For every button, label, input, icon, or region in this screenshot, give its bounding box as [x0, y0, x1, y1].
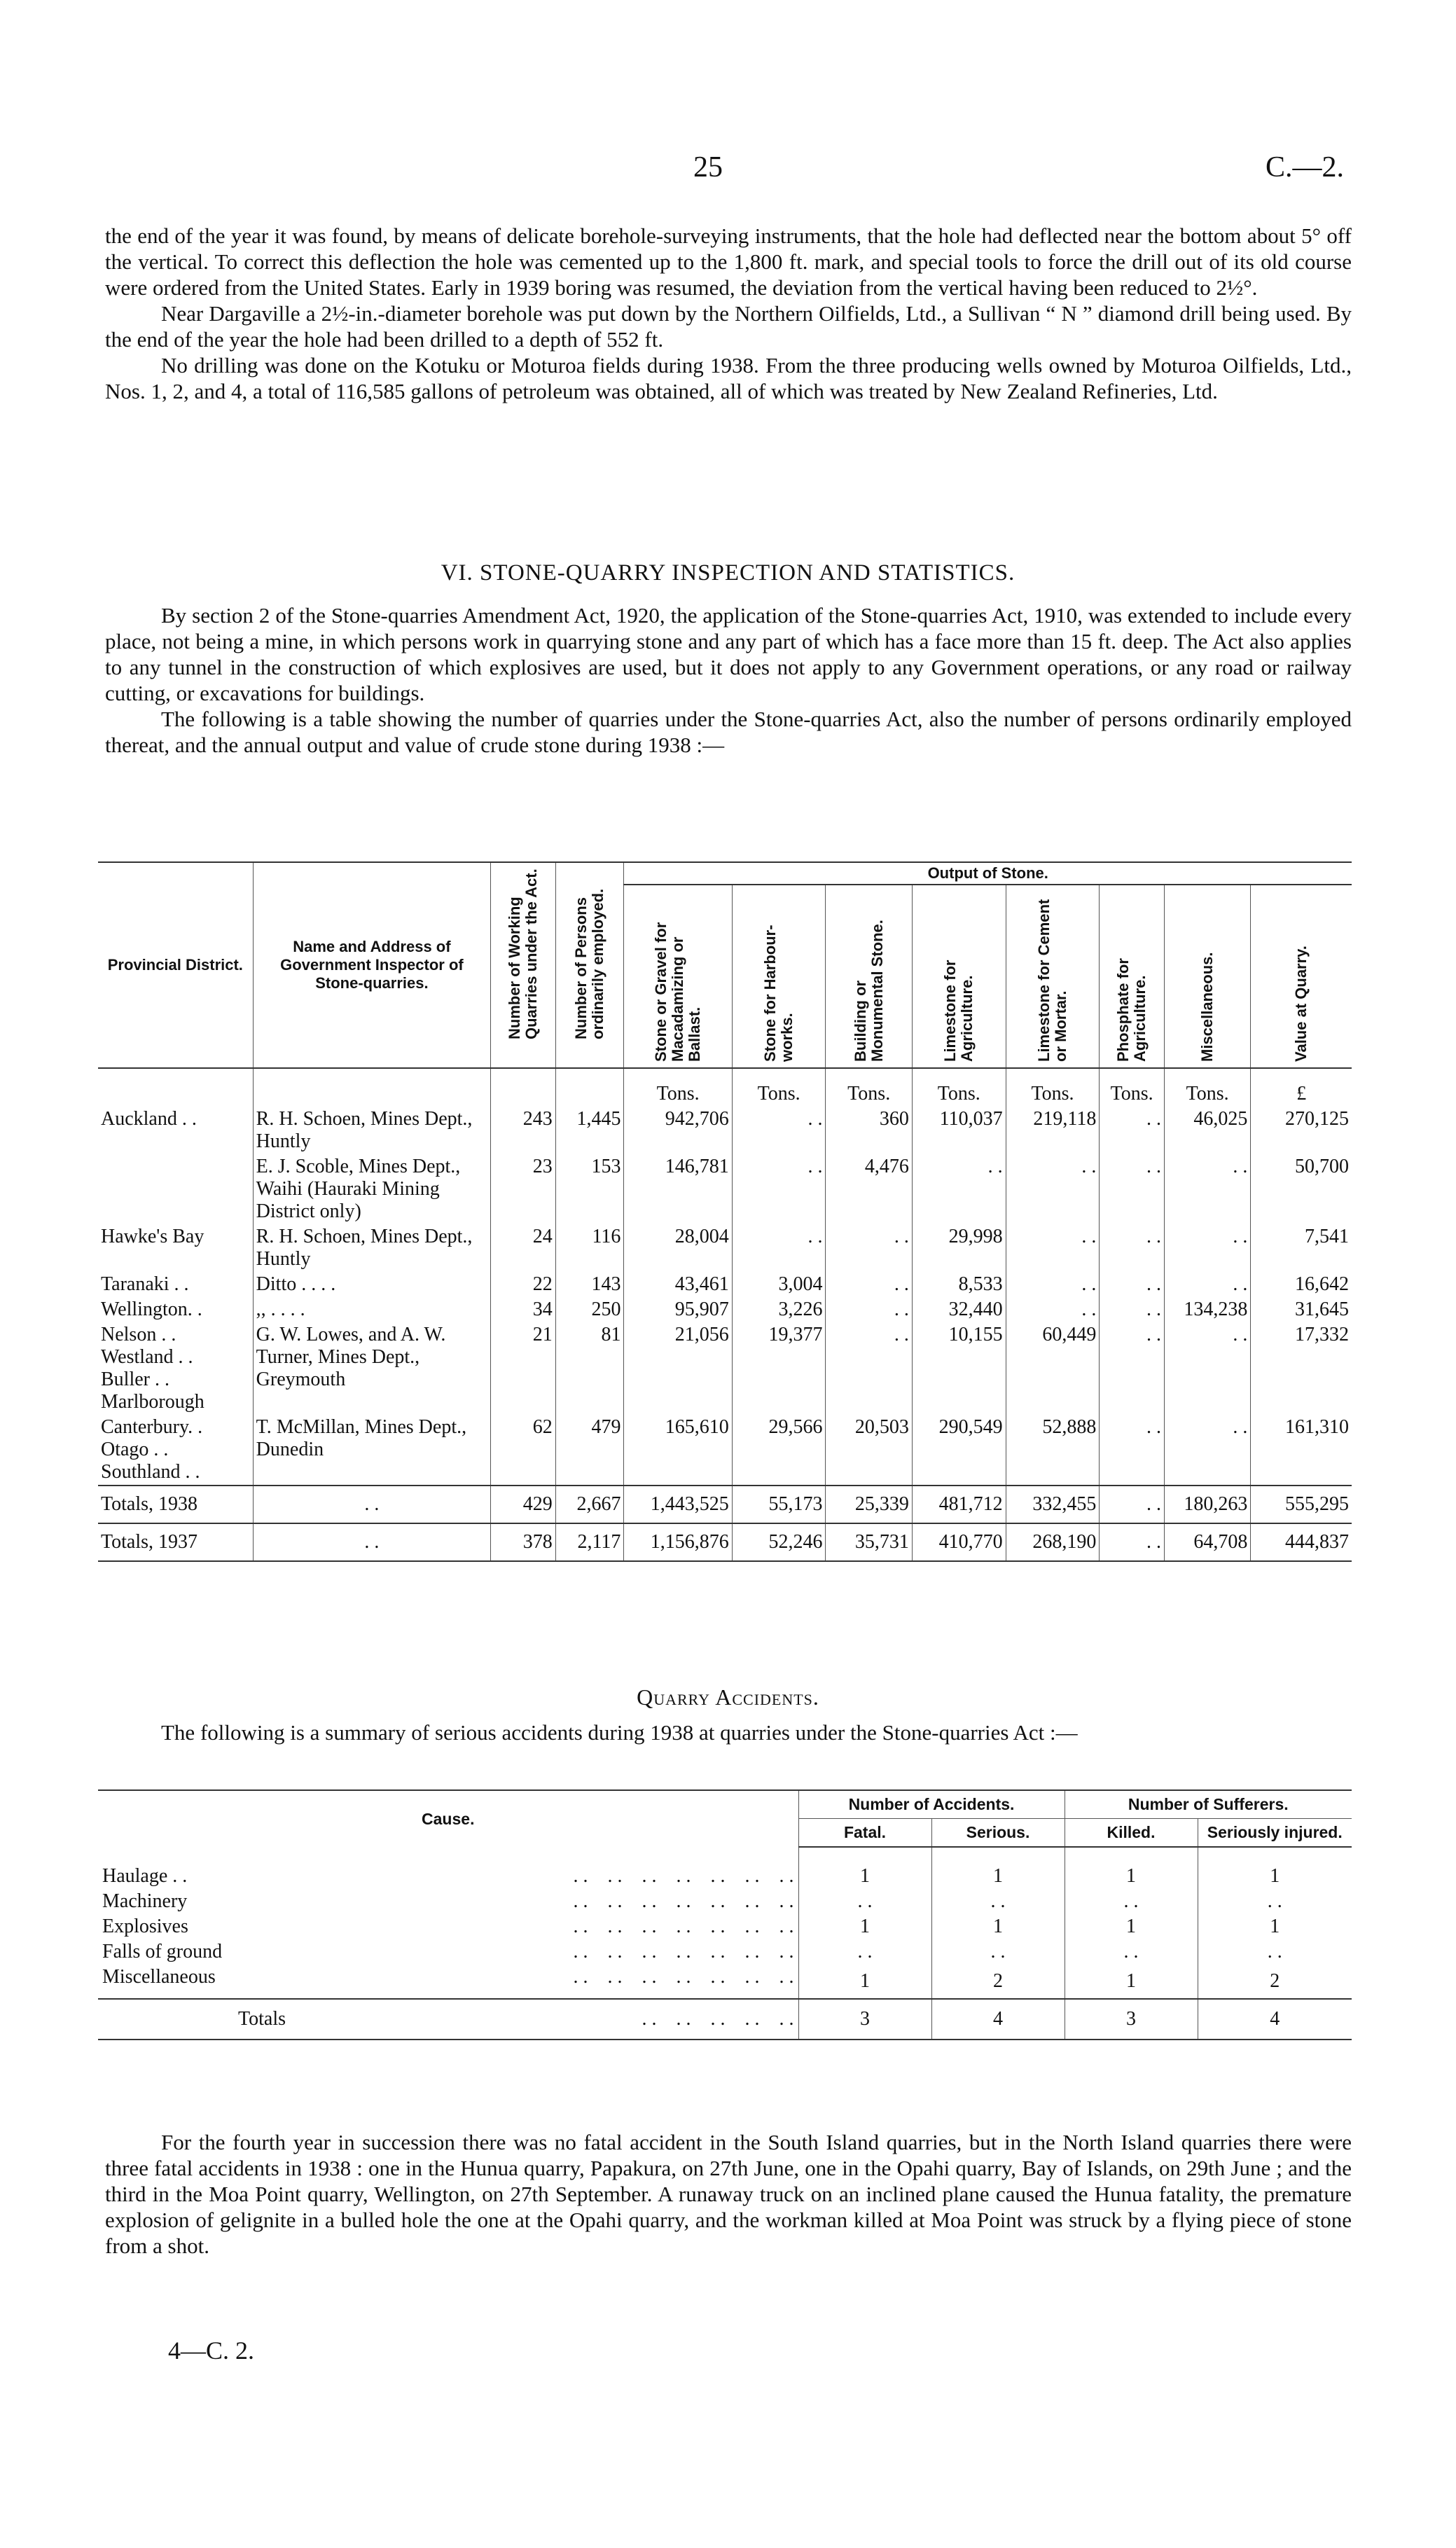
persons-cell: 2,117: [555, 1523, 624, 1561]
lime-agri-cell: 410,770: [912, 1523, 1006, 1561]
value-cell: 31,645: [1251, 1297, 1352, 1322]
lime-agri-cell: 8,533: [912, 1272, 1006, 1297]
misc-cell: . .: [1164, 1272, 1250, 1297]
header-limestone-agriculture: Limestone for Agriculture.: [912, 885, 1006, 1068]
misc-cell: 64,708: [1164, 1523, 1250, 1561]
lime-agri-cell: 29,998: [912, 1224, 1006, 1272]
value-cell: 50,700: [1251, 1154, 1352, 1224]
lime-cement-cell: 332,455: [1006, 1486, 1100, 1523]
header-killed: Killed.: [1065, 1819, 1198, 1848]
misc-cell: 46,025: [1164, 1107, 1250, 1154]
lime-agri-cell: 10,155: [912, 1322, 1006, 1415]
phosphate-cell: . .: [1100, 1224, 1165, 1272]
header-seriously-injured: Seriously injured.: [1198, 1819, 1352, 1848]
misc-cell: . .: [1164, 1322, 1250, 1415]
harbour-cell: 3,004: [732, 1272, 826, 1297]
misc-cell: . .: [1164, 1224, 1250, 1272]
header-value: Value at Quarry.: [1251, 885, 1352, 1068]
harbour-cell: 52,246: [732, 1523, 826, 1561]
stone-cell: 165,610: [624, 1415, 732, 1486]
building-cell: 35,731: [826, 1523, 912, 1561]
page-number: 25: [693, 151, 723, 184]
building-cell: . .: [826, 1297, 912, 1322]
harbour-cell: . .: [732, 1154, 826, 1224]
paragraph: No drilling was done on the Kotuku or Moturoa fields during 1938. From the three producing wells owned by Moturoa Oilfields, Ltd., Nos. 1, 2, and 4, a total of 116,585 gallons of petroleum was obtained, all of which was treated by New Zealand Refineries, Ltd.: [105, 353, 1352, 403]
header-serious: Serious.: [931, 1819, 1065, 1848]
header-cause: Cause.: [98, 1790, 798, 1847]
header-district: Provincial District.: [98, 862, 253, 1068]
quarries-cell: 62: [491, 1415, 556, 1486]
phosphate-cell: . .: [1100, 1523, 1165, 1561]
table-row: [98, 1914, 1352, 1939]
document-reference: C.—2.: [1265, 151, 1344, 184]
fatal-cell: . .: [798, 1939, 931, 1965]
phosphate-cell: . .: [1100, 1297, 1165, 1322]
serious-cell: 1: [931, 1864, 1065, 1889]
header-limestone-cement: Limestone for Cement or Mortar.: [1006, 885, 1100, 1068]
totals-dots: . .: [253, 1523, 490, 1561]
persons-cell: 1,445: [555, 1107, 624, 1154]
section-title: VI. STONE-QUARRY INSPECTION AND STATISTICS.: [441, 560, 1015, 586]
paragraph: For the fourth year in succession there was no fatal accident in the South Island quarries, but in the North Island quarries there were three fatal accidents in 1938 : one in the Hunua quarry, Papakura, on 27th June, one in the Opahi quarry, Bay of Islands, on 29th June ; and the third in the Moa Point quarry, Wellington, on 27th September. A runaway truck on an inclined plane caused the Hunua fatality, the premature explosion of gelignite in a bulled hole the one at the Opahi quarry, and the workman killed at Moa Point was struck by a flying piece of stone from a shot.: [105, 2130, 1352, 2258]
quarry-statistics-table: [98, 861, 1352, 1562]
harbour-cell: 29,566: [732, 1415, 826, 1486]
header-accidents: Number of Accidents.: [798, 1790, 1065, 1819]
district-cell: Hawke's Bay: [101, 1226, 204, 1247]
fatal-cell: 3: [798, 1999, 931, 2040]
district-cell: Auckland . .: [101, 1108, 197, 1130]
inspector-cell: G. W. Lowes, and A. W. Turner, Mines Dept., Greymouth: [253, 1322, 490, 1415]
totals-dots: . .: [253, 1486, 490, 1523]
killed-cell: 1: [1065, 1864, 1198, 1889]
stone-cell: 942,706: [624, 1107, 732, 1154]
header-harbour: Stone for Harbour-works.: [732, 885, 826, 1068]
killed-cell: 1: [1065, 1965, 1198, 1999]
paragraph: the end of the year it was found, by means of delicate borehole-surveying instruments, that the hole had deflected near the bottom about 5° off the vertical. To correct this deflection the hole was cemented up to the 1,800 ft. mark, and special tools to force the drill out of its old course were ordered from the United States. Early in 1939 boring was resumed, the deviation from the vertical having been reduced to 2½°.: [105, 223, 1352, 300]
inspector-cell: ,, . . . .: [253, 1297, 490, 1322]
lime-agri-cell: 290,549: [912, 1415, 1006, 1486]
inspector-cell: R. H. Schoen, Mines Dept., Huntly: [253, 1107, 490, 1154]
misc-cell: . .: [1164, 1415, 1250, 1486]
quarries-cell: 34: [491, 1297, 556, 1322]
lime-agri-cell: 481,712: [912, 1486, 1006, 1523]
stone-cell: 95,907: [624, 1297, 732, 1322]
accident-intro: [105, 1719, 1352, 1745]
serious-cell: 1: [931, 1914, 1065, 1939]
table-row: [98, 1939, 1352, 1965]
misc-cell: 180,263: [1164, 1486, 1250, 1523]
phosphate-cell: . .: [1100, 1415, 1165, 1486]
paragraph: The following is a summary of serious accidents during 1938 at quarries under the Stone-quarries Act :—: [161, 1720, 1078, 1745]
unit-label: £: [1251, 1068, 1352, 1107]
header-persons: Number of Persons ordinarily employed.: [555, 862, 624, 1068]
closing-paragraph: [105, 2129, 1352, 2259]
building-cell: 25,339: [826, 1486, 912, 1523]
serious-cell: 2: [931, 1965, 1065, 1999]
header-miscellaneous: Miscellaneous.: [1164, 885, 1250, 1068]
phosphate-cell: . .: [1100, 1107, 1165, 1154]
totals-label: Totals, 1938: [98, 1486, 253, 1523]
totals-label: Totals . . . . . . . . . .: [98, 1999, 798, 2040]
district-cell: [98, 1154, 253, 1224]
lime-cement-cell: . .: [1006, 1297, 1100, 1322]
value-cell: 444,837: [1251, 1523, 1352, 1561]
phosphate-cell: . .: [1100, 1322, 1165, 1415]
value-cell: 270,125: [1251, 1107, 1352, 1154]
lime-agri-cell: 110,037: [912, 1107, 1006, 1154]
stone-cell: 21,056: [624, 1322, 732, 1415]
serious-cell: 4: [931, 1999, 1065, 2040]
inspector-cell: T. McMillan, Mines Dept., Dunedin: [253, 1415, 490, 1486]
injured-cell: 2: [1198, 1965, 1352, 1999]
serious-cell: . .: [931, 1939, 1065, 1965]
table-row: [98, 1864, 1352, 1889]
misc-cell: . .: [1164, 1154, 1250, 1224]
killed-cell: . .: [1065, 1889, 1198, 1914]
killed-cell: 3: [1065, 1999, 1198, 2040]
quarries-cell: 21: [491, 1322, 556, 1415]
header-sufferers: Number of Sufferers.: [1065, 1790, 1352, 1819]
district-cell: Wellington. .: [101, 1299, 202, 1320]
stone-cell: 146,781: [624, 1154, 732, 1224]
header-stone: Stone or Gravel for Macadamizing or Ballast.: [624, 885, 732, 1068]
stone-cell: 1,443,525: [624, 1486, 732, 1523]
serious-cell: . .: [931, 1889, 1065, 1914]
killed-cell: . .: [1065, 1939, 1198, 1965]
stone-cell: 43,461: [624, 1272, 732, 1297]
unit-label: Tons.: [1100, 1068, 1165, 1107]
header-building: Building or Monumental Stone.: [826, 885, 912, 1068]
cause-cell: Machinery . . . . . . . . . . . . . .: [102, 1890, 794, 1912]
injured-cell: 4: [1198, 1999, 1352, 2040]
table-row: [98, 1297, 1352, 1322]
value-cell: 555,295: [1251, 1486, 1352, 1523]
lime-cement-cell: . .: [1006, 1224, 1100, 1272]
quarries-cell: 378: [491, 1523, 556, 1561]
persons-cell: 81: [555, 1322, 624, 1415]
footer-reference: 4—C. 2.: [168, 2336, 255, 2364]
persons-cell: 2,667: [555, 1486, 624, 1523]
paragraph: By section 2 of the Stone-quarries Amendment Act, 1920, the application of the Stone-quarries Act, 1910, was extended to include every place, not being a mine, in which persons work in quarrying stone and any part of which has a face more than 15 ft. deep. The Act also applies to any tunnel in the construction of which explosives are used, but it does not apply to any Government operations, or any road or railway cutting, or excavations for buildings.: [105, 603, 1352, 705]
inspector-cell: R. H. Schoen, Mines Dept., Huntly: [253, 1224, 490, 1272]
harbour-cell: 3,226: [732, 1297, 826, 1322]
harbour-cell: . .: [732, 1107, 826, 1154]
header-phosphate: Phosphate for Agriculture.: [1100, 885, 1165, 1068]
lime-cement-cell: 268,190: [1006, 1523, 1100, 1561]
injured-cell: . .: [1198, 1939, 1352, 1965]
persons-cell: 479: [555, 1415, 624, 1486]
table-row: [98, 1965, 1352, 1999]
lime-cement-cell: 52,888: [1006, 1415, 1100, 1486]
inspector-cell: Ditto . . . .: [253, 1272, 490, 1297]
paragraph: The following is a table showing the number of quarries under the Stone-quarries Act, also the number of persons ordinarily employed thereat, and the annual output and value of crude stone during 1938 :—: [105, 707, 1352, 757]
lime-cement-cell: . .: [1006, 1154, 1100, 1224]
building-cell: . .: [826, 1322, 912, 1415]
persons-cell: 153: [555, 1154, 624, 1224]
building-cell: . .: [826, 1224, 912, 1272]
building-cell: 20,503: [826, 1415, 912, 1486]
header-output-group: Output of Stone.: [624, 862, 1352, 885]
harbour-cell: . .: [732, 1224, 826, 1272]
killed-cell: 1: [1065, 1914, 1198, 1939]
fatal-cell: 1: [798, 1914, 931, 1939]
value-cell: 16,642: [1251, 1272, 1352, 1297]
totals-row: [98, 1523, 1352, 1561]
value-cell: 161,310: [1251, 1415, 1352, 1486]
misc-cell: 134,238: [1164, 1297, 1250, 1322]
table-row: [98, 1154, 1352, 1224]
quarries-cell: 22: [491, 1272, 556, 1297]
phosphate-cell: . .: [1100, 1272, 1165, 1297]
harbour-cell: 55,173: [732, 1486, 826, 1523]
phosphate-cell: . .: [1100, 1154, 1165, 1224]
cause-cell: Explosives . . . . . . . . . . . . . .: [102, 1916, 794, 1937]
lime-cement-cell: 219,118: [1006, 1107, 1100, 1154]
building-cell: 360: [826, 1107, 912, 1154]
phosphate-cell: . .: [1100, 1486, 1165, 1523]
section-paragraphs: [105, 602, 1352, 758]
quarries-cell: 23: [491, 1154, 556, 1224]
table-row: [98, 1272, 1352, 1297]
lime-agri-cell: 32,440: [912, 1297, 1006, 1322]
totals-label: Totals, 1937: [98, 1523, 253, 1561]
unit-label: Tons.: [624, 1068, 732, 1107]
header-inspector: Name and Address of Government Inspector of Stone-quarries.: [253, 862, 490, 1068]
unit-label: Tons.: [826, 1068, 912, 1107]
building-cell: 4,476: [826, 1154, 912, 1224]
table-row: [98, 1107, 1352, 1154]
building-cell: . .: [826, 1272, 912, 1297]
stone-cell: 28,004: [624, 1224, 732, 1272]
lime-agri-cell: . .: [912, 1154, 1006, 1224]
cause-cell: Falls of ground . . . . . . . . . . . . . .: [102, 1941, 794, 1962]
district-cell: Canterbury. . Otago . . Southland . .: [101, 1416, 203, 1483]
units-row: [98, 1068, 1352, 1107]
table-row: [98, 1415, 1352, 1486]
persons-cell: 116: [555, 1224, 624, 1272]
harbour-cell: 19,377: [732, 1322, 826, 1415]
district-cell: Nelson . . Westland . . Buller . . Marlborough: [101, 1324, 204, 1413]
cause-cell: Haulage . . . . . . . . . . . . . . . .: [102, 1865, 794, 1887]
accidents-table: [98, 1789, 1352, 2040]
injured-cell: 1: [1198, 1864, 1352, 1889]
table-row: [98, 1322, 1352, 1415]
cause-cell: Miscellaneous . . . . . . . . . . . . . .: [102, 1966, 794, 1988]
header-fatal: Fatal.: [798, 1819, 931, 1848]
paragraph: Near Dargaville a 2½-in.-diameter borehole was put down by the Northern Oilfields, Ltd., a Sullivan “ N ” diamond drill being used. By the end of the year the hole had been drilled to a depth of 552 ft.: [105, 301, 1352, 352]
stone-cell: 1,156,876: [624, 1523, 732, 1561]
quarries-cell: 243: [491, 1107, 556, 1154]
lime-cement-cell: . .: [1006, 1272, 1100, 1297]
injured-cell: . .: [1198, 1889, 1352, 1914]
quarry-accidents-title: Quarry Accidents.: [637, 1684, 819, 1710]
inspector-cell: E. J. Scoble, Mines Dept., Waihi (Hauraki Mining District only): [253, 1154, 490, 1224]
unit-label: Tons.: [732, 1068, 826, 1107]
fatal-cell: 1: [798, 1864, 931, 1889]
persons-cell: 143: [555, 1272, 624, 1297]
table-row: [98, 1889, 1352, 1914]
unit-label: Tons.: [1006, 1068, 1100, 1107]
district-cell: Taranaki . .: [101, 1273, 189, 1295]
quarries-cell: 24: [491, 1224, 556, 1272]
fatal-cell: 1: [798, 1965, 931, 1999]
injured-cell: 1: [1198, 1914, 1352, 1939]
intro-paragraphs: [105, 223, 1352, 404]
fatal-cell: . .: [798, 1889, 931, 1914]
unit-label: Tons.: [1164, 1068, 1250, 1107]
header-quarries: Number of Working Quarries under the Act.: [491, 862, 556, 1068]
totals-row: [98, 1999, 1352, 2040]
value-cell: 7,541: [1251, 1224, 1352, 1272]
table-row: [98, 1224, 1352, 1272]
persons-cell: 250: [555, 1297, 624, 1322]
quarries-cell: 429: [491, 1486, 556, 1523]
totals-row: [98, 1486, 1352, 1523]
unit-label: Tons.: [912, 1068, 1006, 1107]
lime-cement-cell: 60,449: [1006, 1322, 1100, 1415]
value-cell: 17,332: [1251, 1322, 1352, 1415]
